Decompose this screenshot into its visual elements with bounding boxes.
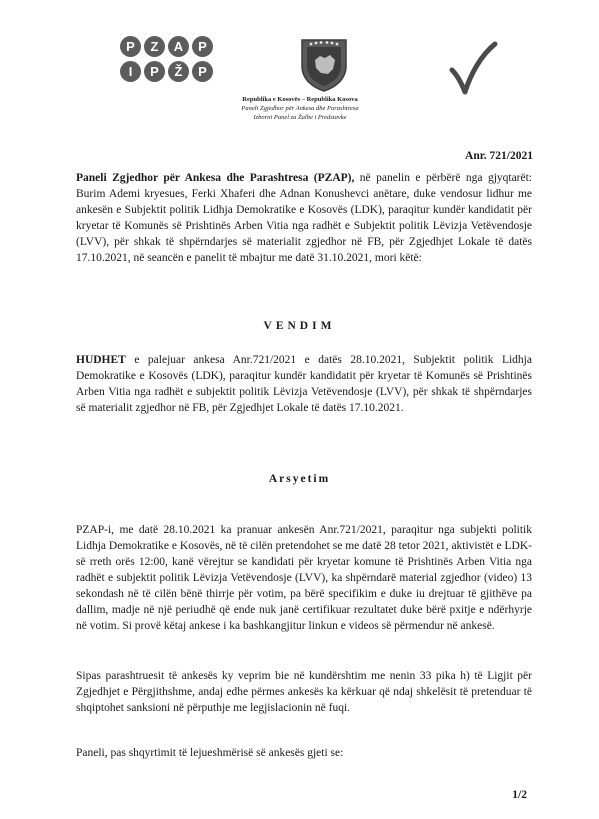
arsyetim-heading: Arsyetim [268, 473, 331, 485]
case-number: Anr. 721/2021 [465, 150, 533, 162]
pzap-logo [120, 36, 220, 92]
intro-text: në panelin e përbërë nga gjyqtarët: Burim Ademi kryesues, Ferki Xhaferi dhe Adnan Konushevci anëtare, duke vendosur lidhur me ankesën e Subjektit politik Lidhja Demokratike e Kosovës (LDK), paraqitur kundër kandidatit për kryetar të Komunës së Prishtinës Arben Vitia nga radhët e Subjektit politik Lëvizja Vetëvendosje (LVV), për shkak të shpërndarjes së materialit zgjedhor në FB, për Zgjedhjet Lokale të datës 17.10.2021, në seancën e panelit të mbajtur me datë 31.10.2021, mori këtë: [76, 172, 533, 264]
intro-paragraph [76, 170, 532, 266]
reasoning-paragraph: PZAP-i, me datë 28.10.2021 ka pranuar ankesën Anr.721/2021, paraqitur nga subjekti politik Lidhja Demokratike e Kosovës, në të cilën pretendohet se me datë 28 tetor 2021, aktivistët e LDK-së rreth orës 12:00, kanë vërejtur se kandidati për kryetar komune të Prishtinës Arben Vitia nga radhët e subjektit politik Lëvizja Vetëvendosje (LVV), ka shpërndarë material zgjedhor (video) 13 sekondash në të cilën bënë thirrje për votim, pa bërë specifikim e duke iu drejtuar të gjithëve pa dallim, madje në një periudhë që ende nuk janë certifikuar rezultatet duke bërë pxitje e ndërhyrje në votim. Si provë këtaj ankese i ka bashkangjitur linkun e videos së përmendur në ankesë. [76, 524, 532, 632]
reasoning-paragraph: Sipas parashtruesit të ankesës ky veprim bie në kundërshtim me nenin 33 pika h) të Ligjit për Zgjedhjet e Përgjithshme, andaj edhe përmes ankesës ka kërkuar që ndaj shkelësit të pretenduar të shqiptohet sanksioni në përputhje me legjislacionin në fuqi. [76, 670, 532, 714]
logo-letter: P [192, 61, 213, 82]
logo-letter: A [168, 36, 189, 57]
logo-letter: P [120, 36, 141, 57]
kosovo-emblem-icon [298, 36, 350, 92]
decision-paragraph [76, 352, 532, 416]
vendim-heading: VENDIM [263, 320, 336, 332]
logo-letter: Z [144, 36, 165, 57]
decision-text: e palejuar ankesa Anr.721/2021 e datës 28.10.2021, Subjektit politik Lidhja Demokratike e Kosovës (LDK), paraqitur kundër kandidatit për kryetar të Komunës së Prishtinës Arben Vitia nga radhët e subjektit politik Lëvizja Vetëvendosje (LVV), për shkak të shpërndarjes së materialit zgjedhor në FB, për Zgjedhjet Lokale të datës 17.10.2021. [76, 354, 532, 414]
institution-header [200, 95, 400, 122]
checkmark-icon [448, 40, 498, 98]
page-number: 1/2 [512, 789, 527, 801]
reasoning-paragraph: Paneli, pas shqyrtimit të lejueshmërisë së ankesës gjeti se: [76, 747, 344, 759]
intro-lead: Paneli Zgjedhor për Ankesa dhe Parashtresa (PZAP), [76, 172, 355, 184]
logo-letter: Ž [168, 61, 189, 82]
header-line-3: Izborni Panel za Žalbe i Predstavke [253, 114, 347, 121]
decision-lead: HUDHET [76, 354, 126, 366]
logo-row-bottom [120, 61, 220, 82]
logo-letter: P [144, 61, 165, 82]
header-line-2: Paneli Zgjedhor për Ankesa dhe Parashtresa [241, 105, 359, 112]
logo-row-top [120, 36, 220, 57]
logo-letter: I [120, 61, 141, 82]
logo-letter: P [192, 36, 213, 57]
header-line-1: Republika e Kosovës – Republika Kosova [242, 96, 358, 103]
